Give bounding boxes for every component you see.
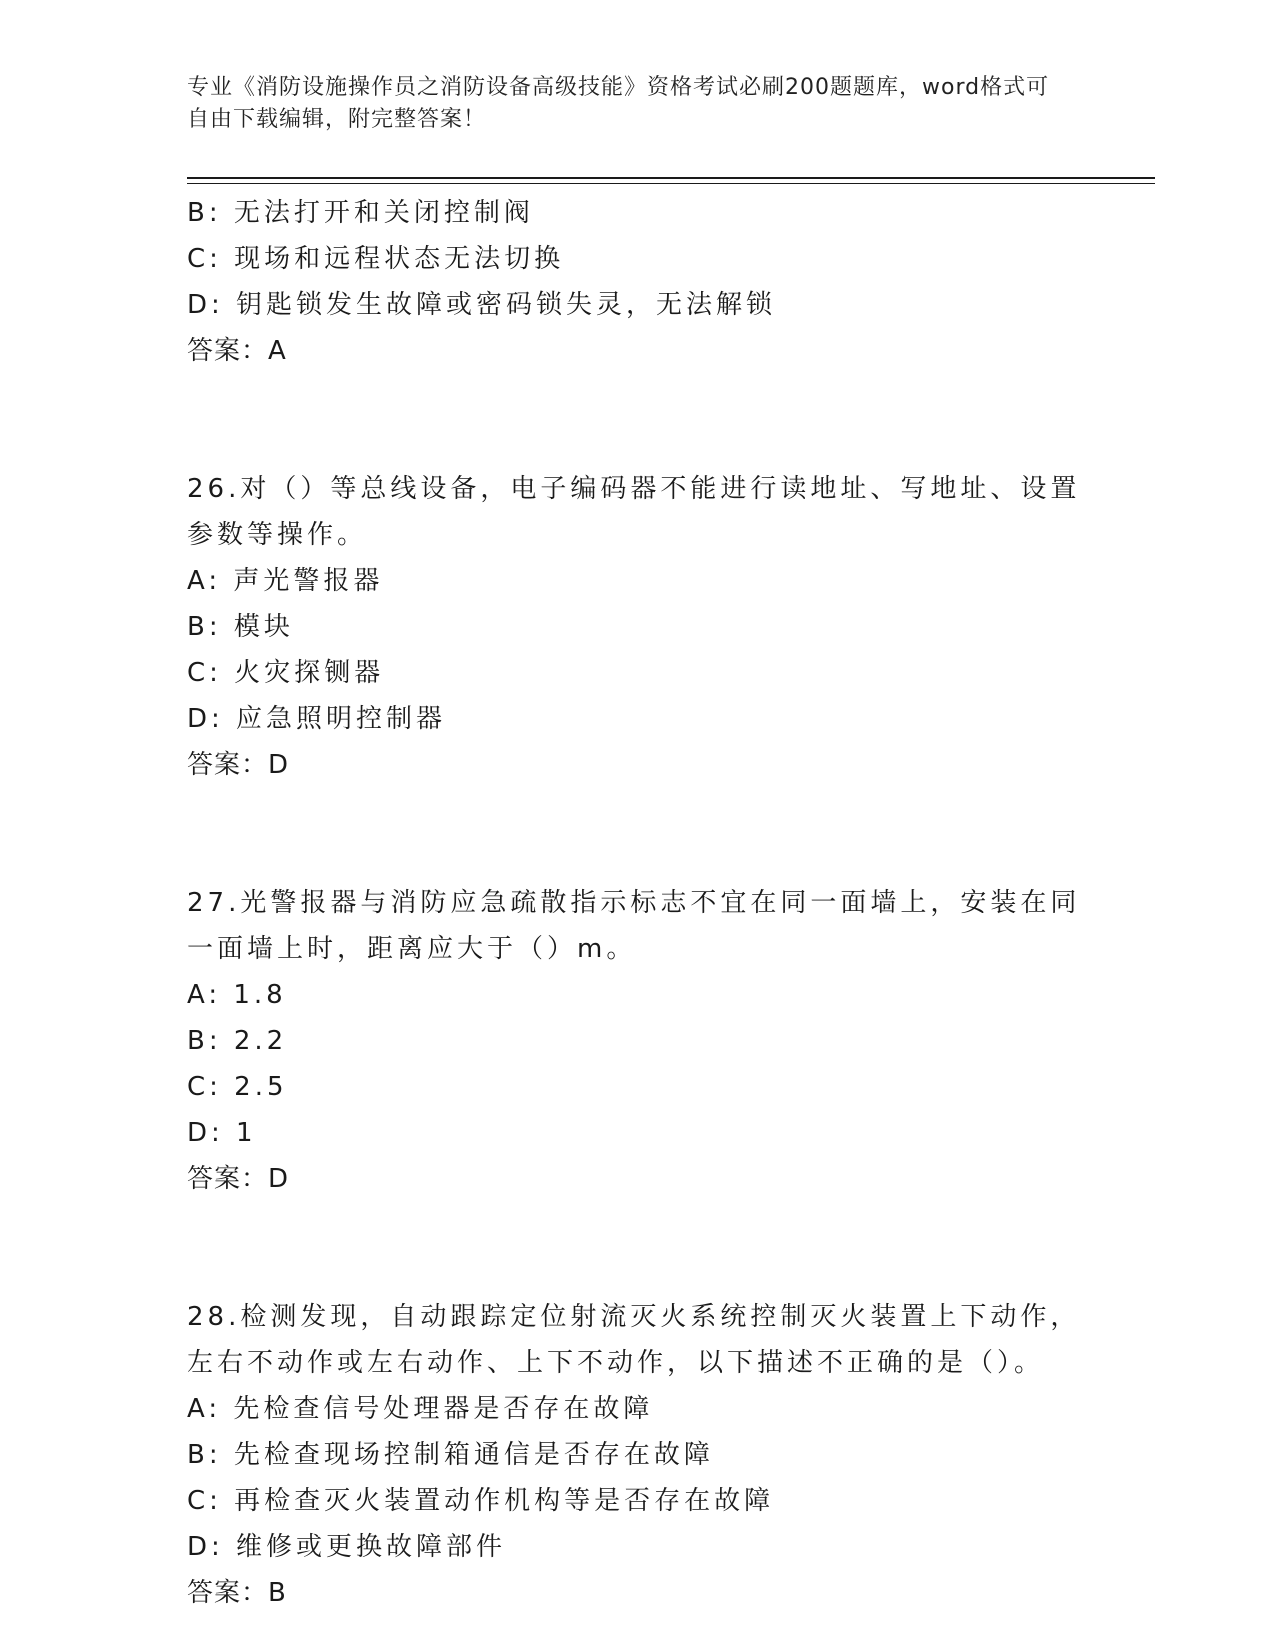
option-d: D: 维修或更换故障部件	[187, 1532, 507, 1562]
option-b: B: 模块	[187, 612, 294, 642]
header-rule-thick	[187, 177, 1155, 179]
option-c: C: 现场和远程状态无法切换	[187, 244, 565, 274]
answer: 答案：D	[187, 750, 290, 780]
question-block-26	[187, 466, 1087, 788]
option-a: A: 先检查信号处理器是否存在故障	[187, 1394, 654, 1424]
question-stem: 28.检测发现，自动跟踪定位射流灭火系统控制灭火装置上下动作，左右不动作或左右动作、上下不动作，以下描述不正确的是（）。	[187, 1302, 1081, 1378]
document-body	[187, 190, 1087, 1616]
option-d: D: 应急照明控制器	[187, 704, 447, 734]
spacer	[187, 1202, 1087, 1294]
question-block-28	[187, 1294, 1087, 1616]
option-a: A: 1.8	[187, 980, 287, 1010]
question-stem: 27.光警报器与消防应急疏散指示标志不宜在同一面墙上，安装在同一面墙上时，距离应大于（）m。	[187, 888, 1081, 964]
answer: 答案：B	[187, 1578, 287, 1608]
option-d: D: 钥匙锁发生故障或密码锁失灵，无法解锁	[187, 290, 777, 320]
answer: 答案：D	[187, 1164, 290, 1194]
option-b: B: 2.2	[187, 1026, 288, 1056]
option-c: C: 火灾探铡器	[187, 658, 385, 688]
option-b: B: 无法打开和关闭控制阀	[187, 198, 534, 228]
document-header: 专业《消防设施操作员之消防设备高级技能》资格考试必刷200题题库，word格式可自由下载编辑，附完整答案！	[187, 75, 1050, 132]
option-d: D: 1	[187, 1118, 257, 1148]
spacer	[187, 374, 1087, 466]
answer: 答案：A	[187, 336, 287, 366]
option-a: A: 声光警报器	[187, 566, 384, 596]
question-stem: 26.对（）等总线设备，电子编码器不能进行读地址、写地址、设置参数等操作。	[187, 474, 1081, 550]
question-block-27	[187, 880, 1087, 1202]
question-block-25	[187, 190, 1087, 374]
spacer	[187, 788, 1087, 880]
header-rule-thin	[187, 183, 1155, 184]
option-c: C: 再检查灭火装置动作机构等是否存在故障	[187, 1486, 775, 1516]
option-c: C: 2.5	[187, 1072, 288, 1102]
option-b: B: 先检查现场控制箱通信是否存在故障	[187, 1440, 714, 1470]
